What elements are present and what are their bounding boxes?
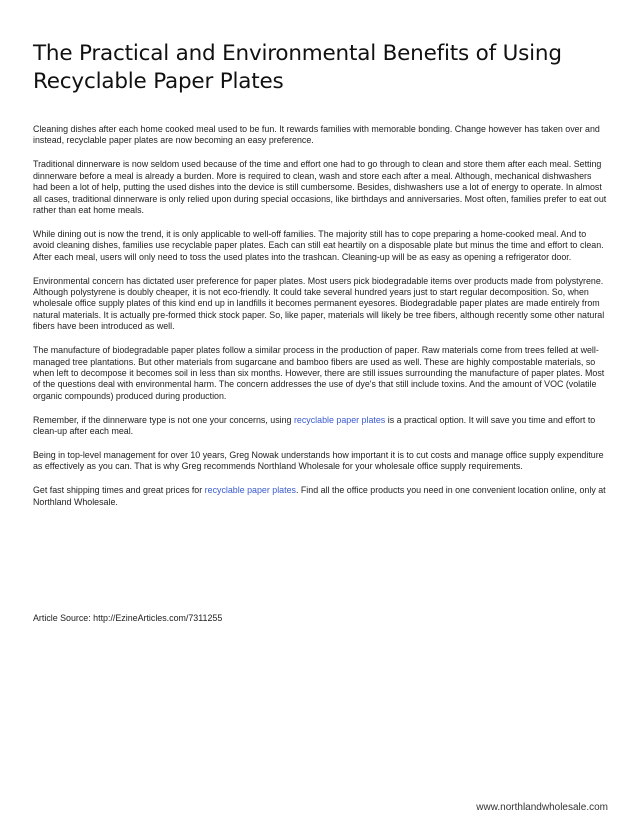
paragraph-manufacture: The manufacture of biodegradable paper plates follow a similar process in the production of paper. Raw materials come from trees felled at well-managed tree plantations. But other materials from sugarcane and bamboo fibers are used as well. These are highly compostable materials, so when left to decompose it becomes soil in less than six months. However, there are still issues surrounding the manufacture of paper plates. Most of the questions deal with environmental harm. The concern addresses the use of dye's that still include toxins. And the amount of VOC (volatile organic compounds) produced during production.: [33, 345, 605, 401]
paragraph-dining-out: While dining out is now the trend, it is only applicable to well-off families. The majority still has to cope preparing a home-cooked meal. And to avoid cleaning dishes, families use recyclable paper plates. Each can still eat heartily on a disposable plate but minus the time and effort to clean. After each meal, users will only need to toss the used plates into the trashcan. Cleaning-up will be as easy as opening a refrigerator door.: [33, 228, 604, 262]
paragraph-remember-text-1: Remember, if the dinnerware type is not one your concerns, using: [33, 414, 294, 425]
paragraph-remember-text-2: is a practical option. It will save you time and effort to clean-up after each meal.: [33, 414, 596, 437]
paragraph-remember: [33, 415, 608, 438]
paragraph-author-bio: Being in top-level management for over 10 years, Greg Nowak understands how important it is to cut costs and manage office supply expenditure as effectively as you can. That is why Greg recommends Northland Wholesale for your wholesale office supply requirements.: [33, 449, 604, 472]
paragraph-intro: Cleaning dishes after each home cooked meal used to be fun. It rewards families with memorable bonding. Change however has taken over and instead, recyclable paper plates are now becoming an easy preference.: [33, 124, 600, 146]
paragraph-traditional-dinnerware: Traditional dinnerware is now seldom used because of the time and effort one had to go through to clean and store them after each meal. Setting dinnerware before a meal is already a burden. More is required to clean, wash and store each after a meal. Although, mechanical dishwashers had been a lot of help, putting the used dishes into the device is still cumbersome. Besides, dishwashers use a lot of energy to operate. In almost all cases, traditional dinnerware is only relied upon during special occasions, like birthdays and anniversaries. Most often, families prefer to eat out rather than eat home meals.: [33, 159, 607, 215]
article-source: Article Source: http://EzineArticles.com/7311255: [33, 613, 223, 623]
paragraph-cta-text-2: . Find all the office products you need in one convenient location online, only at Northland Wholesale.: [33, 485, 606, 507]
recyclable-paper-plates-link-2[interactable]: recyclable paper plates: [204, 485, 296, 496]
paragraph-call-to-action: [33, 485, 608, 508]
article-body: [33, 124, 608, 521]
paragraph-environmental-concern: Environmental concern has dictated user preference for paper plates. Most users pick biodegradable items over products made from polystyrene. Although polystyrene is doubly cheaper, it is not eco-friendly. It could take several hundred years just to start regular decomposition. So, when wholesale office supply plates of this kind end up in landfills it becomes permanent eyesores. Biodegradable paper plates are made entirely from natural materials. It is actually pre-formed thick stock paper. So, like paper, materials will likely be tree fibers, although recently some other natural fibers have been introduced as well.: [33, 275, 605, 332]
footer-website-url: www.northlandwholesale.com: [476, 802, 608, 813]
recyclable-paper-plates-link-1[interactable]: recyclable paper plates: [293, 414, 386, 425]
paragraph-cta-text-1: Get fast shipping times and great prices for: [33, 485, 205, 496]
page-title: The Practical and Environmental Benefits of Using Recyclable Paper Plates: [33, 41, 562, 94]
